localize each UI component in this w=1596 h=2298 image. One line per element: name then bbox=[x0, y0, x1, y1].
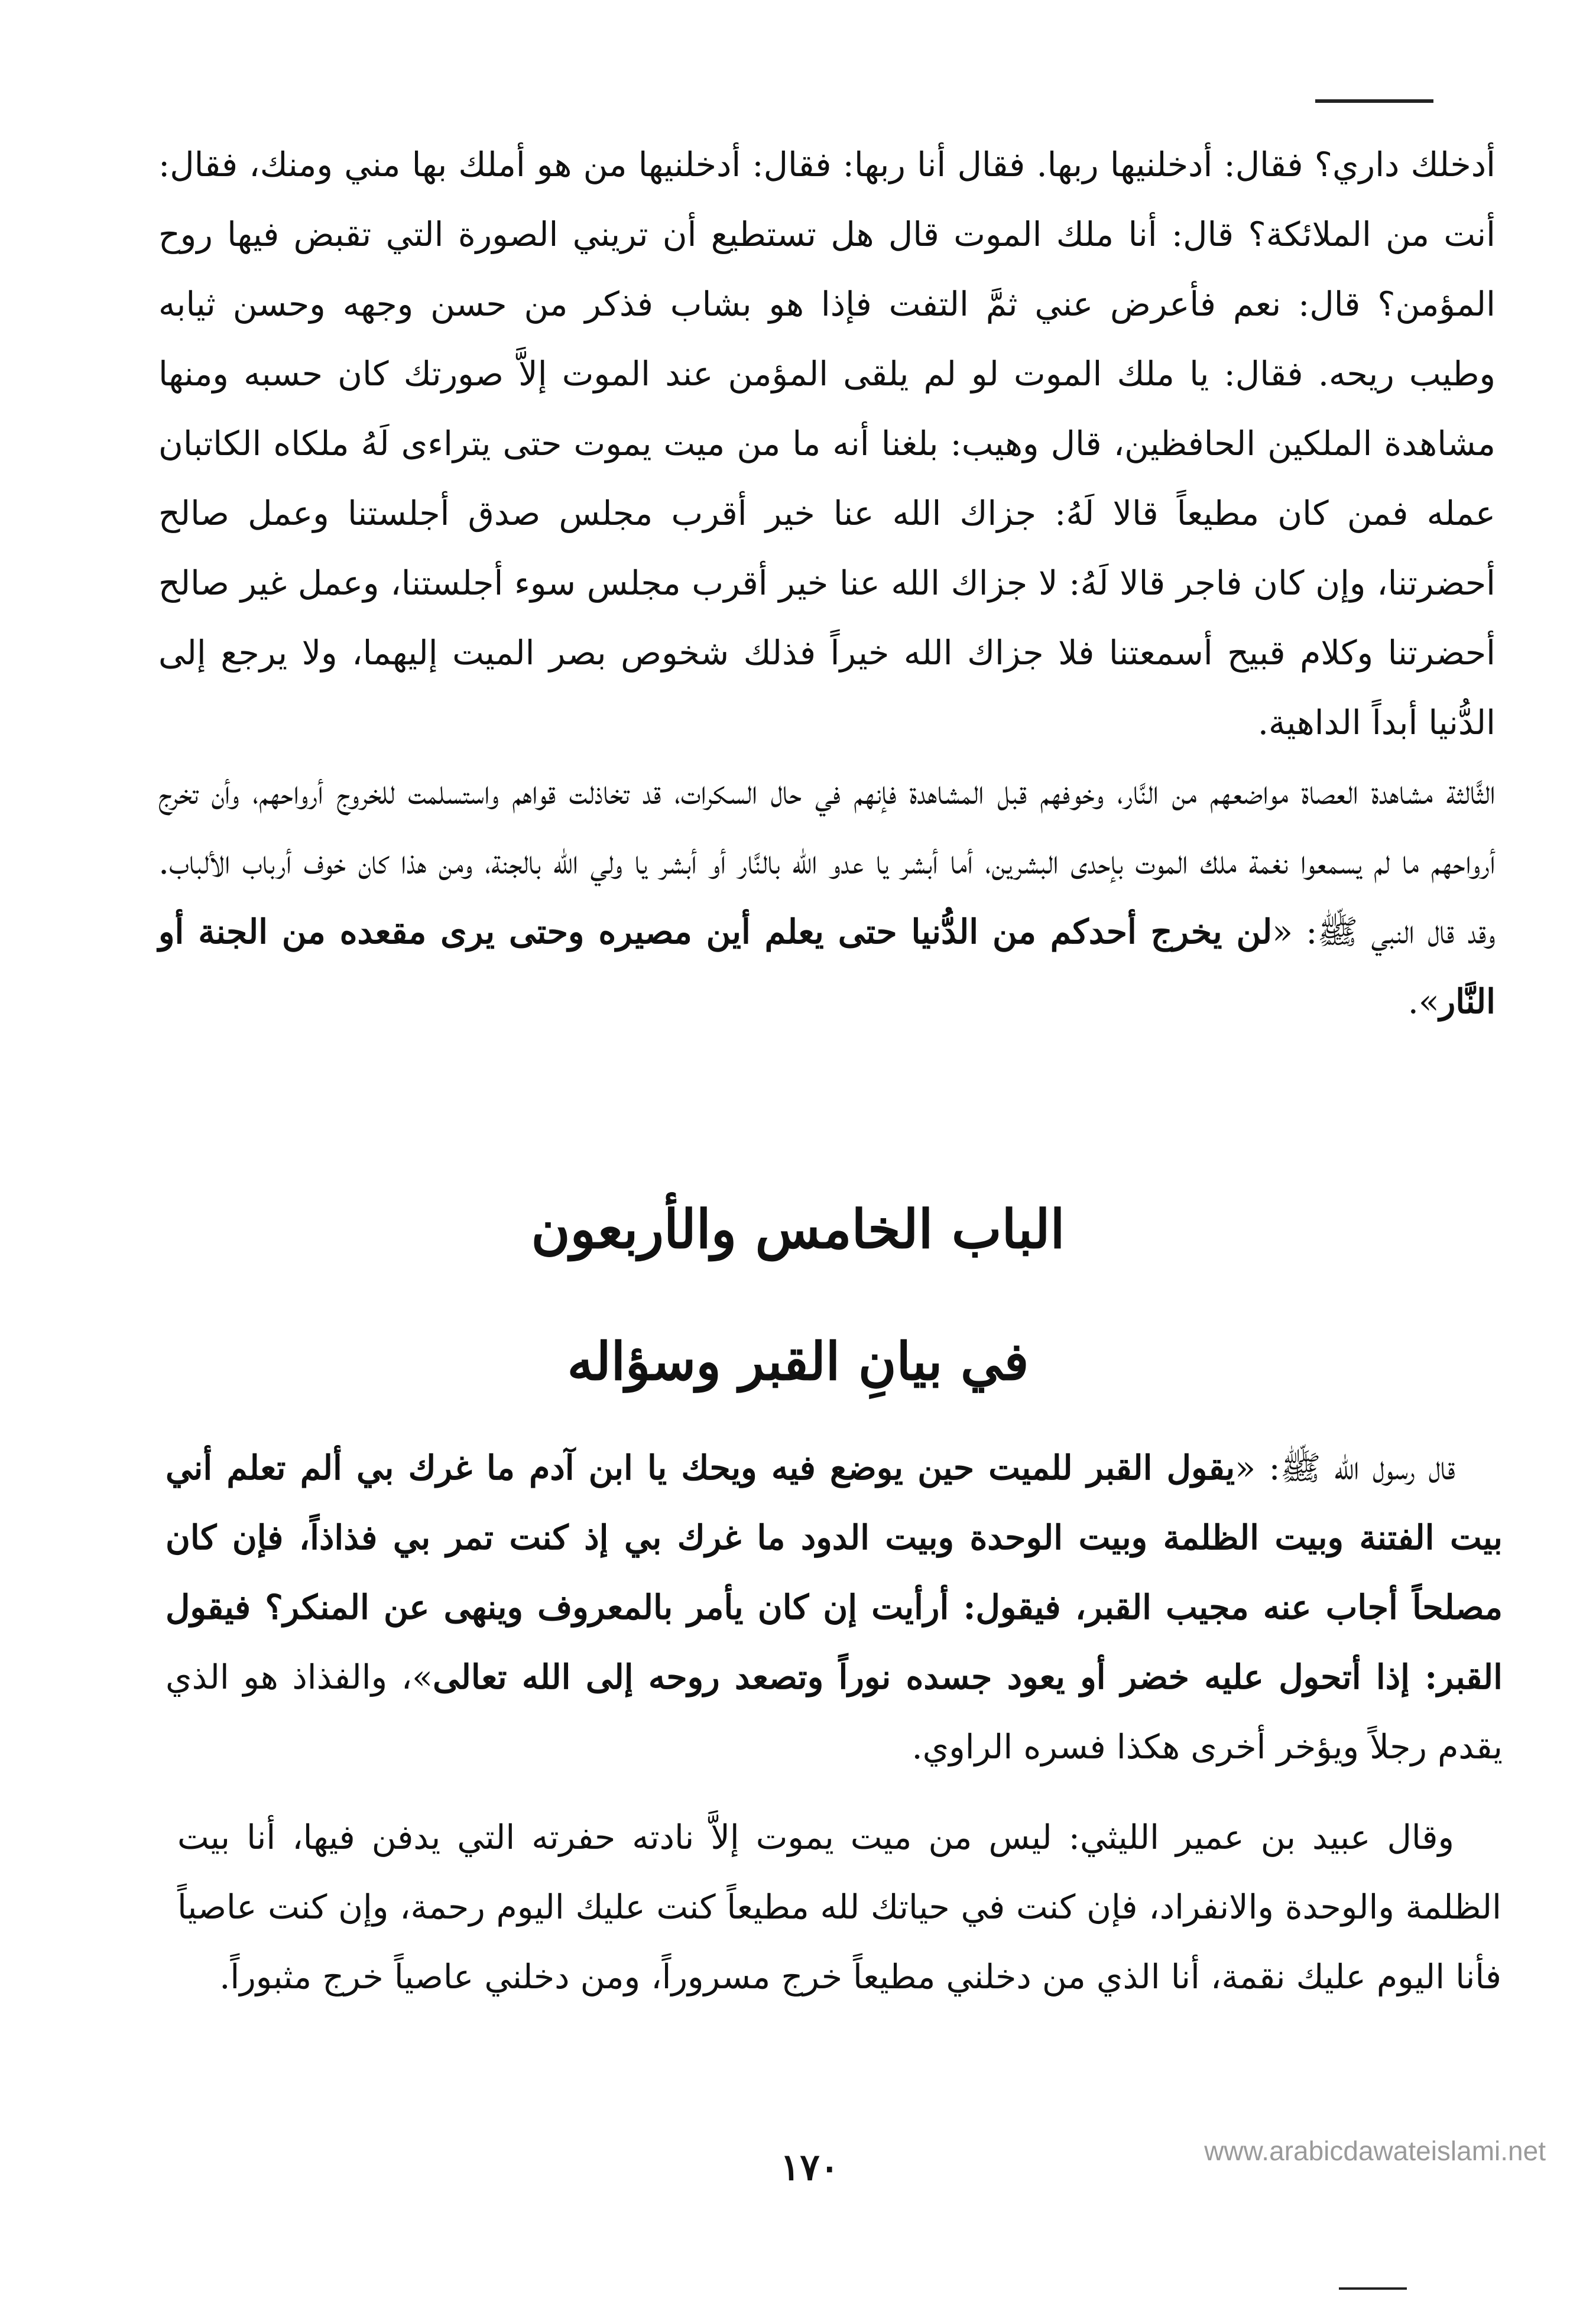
chapter-title: الباب الخامس والأربعون bbox=[531, 1198, 1065, 1261]
paragraph bbox=[166, 1433, 1503, 1782]
hadith-quote: لن يخرج أحدكم من الدُّنيا حتى يعلم أين مصيره وحتى يرى مقعده من الجنة أو النَّار bbox=[158, 912, 1496, 1021]
text-section-middle bbox=[166, 1433, 1503, 1782]
text-section-bottom bbox=[177, 1803, 1501, 2012]
watermark-url: www.arabicdawateislami.net bbox=[1204, 2135, 1546, 2166]
header-rule bbox=[1315, 99, 1433, 103]
text-run: ». bbox=[1407, 982, 1439, 1021]
text-run: »، والفذاذ هو الذي يقدم رجلاً ويؤخر أخرى هكذا فسره الراوي. bbox=[166, 1658, 1503, 1767]
text-run: وقال عبيد بن عمير الليثي: ليس من ميت يموت إلاَّ نادته حفرته التي يدفن فيها، أنا بيت الظلمة والوحدة والانفراد، فإن كنت في حياتك لله مطيعاً كنت عليك اليوم رحمة، وإن كنت عاصياً فأنا اليوم عليك نقمة، أنا الذي من دخلني مطيعاً خرج مسروراً، ومن دخلني عاصياً خرج مثبوراً. bbox=[177, 1818, 1501, 1997]
paragraph bbox=[158, 130, 1496, 758]
text-run: أدخلك داري؟ فقال: أدخلنيها ربها. فقال أنا ربها: فقال: أدخلنيها من هو أملك بها مني ومنك، فقال: أنت من الملائكة؟ قال: أنا ملك الموت قال هل تستطيع أن تريني الصورة التي تقبض فيها روح المؤمن؟ قال: نعم فأعرض عني ثمَّ التفت فإذا هو بشاب فذكر من حسن وجهه وحسن ثيابه وطيب ريحه. فقال: يا ملك الموت لو لم يلقى المؤمن عند الموت إلاَّ صورتك كان حسبه ومنها مشاهدة الملكين الحافظين، قال وهيب: بلغنا أنه ما من ميت يموت حتى يتراءى لَهُ ملكاه الكاتبان عمله فمن كان مطيعاً قالا لَهُ: جزاك الله عنا خير أقرب مجلس صدق أجلستنا وعمل صالح أحضرتنا، وإن كان فاجر قالا لَهُ: لا جزاك الله عنا خير أقرب مجلس سوء أجلستنا، وعمل غير صالح أحضرتنا وكلام قبيح أسمعتنا فلا جزاك الله خيراً فذلك شخوص بصر الميت إليهما، ولا يرجع إلى الدُّنيا أبداً الداهية. bbox=[158, 145, 1496, 742]
chapter-subtitle: في بيانِ القبر وسؤاله bbox=[567, 1330, 1029, 1392]
paragraph bbox=[177, 1803, 1501, 2012]
text-run: الثَّالثة مشاهدة العصاة مواضعهم من النَّار، وخوفهم قبل المشاهدة فإنهم في حال السكرات، قد تخاذلت قواهم واستسلمت للخروج أرواحهم، وأن تخرج أرواحهم ما لم يسمعوا نغمة ملك الموت بإحدى البشرين، أما أبشر يا عدو الله بالنَّار أو أبشر يا ولي الله بالجنة، ومن هذا كان خوف أرباب الألباب. وقد قال النبي ﷺ: « bbox=[158, 773, 1496, 952]
footer-rule bbox=[1339, 2287, 1407, 2290]
page-number: ١٧٠ bbox=[780, 2146, 839, 2189]
text-section-top bbox=[158, 130, 1496, 1037]
paragraph bbox=[158, 758, 1496, 1037]
text-run: قال رسول الله ﷺ: « bbox=[1235, 1449, 1456, 1488]
hadith-quote: يقول القبر للميت حين يوضع فيه ويحك يا ابن آدم ما غرك بي ألم تعلم أني بيت الفتنة وبيت الظلمة وبيت الوحدة وبيت الدود ما غرك بي إذ كنت تمر بي فذاذاً، فإن كان مصلحاً أجاب عنه مجيب القبر، فيقول: أرأيت إن كان يأمر بالمعروف وينهى عن المنكر؟ فيقول القبر: إذا أتحول عليه خضر أو يعود جسده نوراً وتصعد روحه إلى الله تعالى bbox=[166, 1448, 1503, 1697]
